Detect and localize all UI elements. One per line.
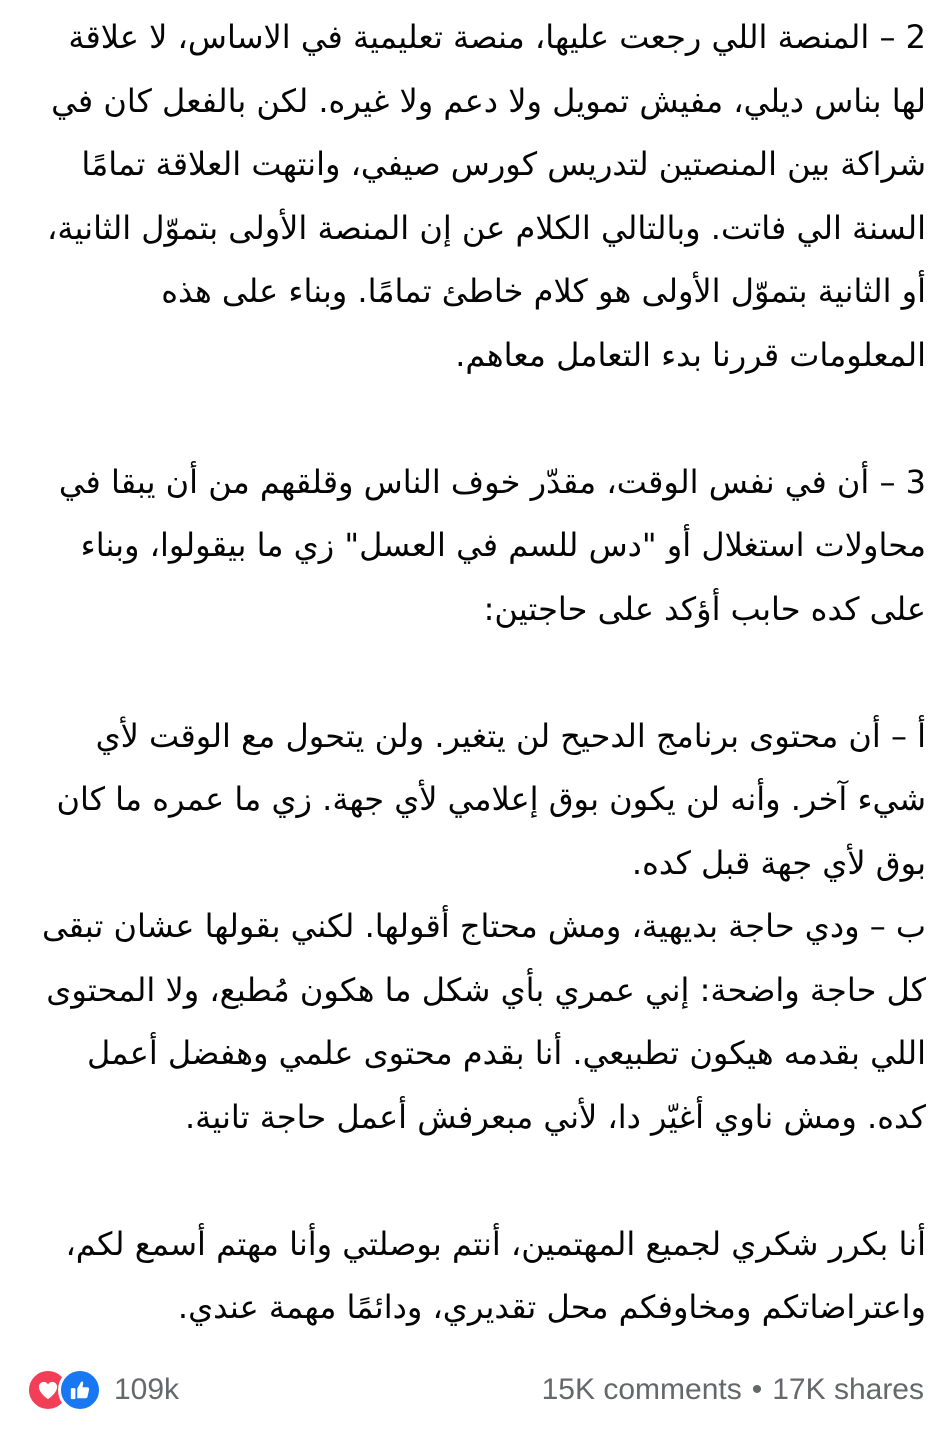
stats-separator: •: [751, 1373, 763, 1406]
paragraph-gap: [28, 641, 926, 705]
engagement-stats: [542, 1373, 924, 1407]
paragraph-gap: [28, 387, 926, 451]
reaction-icons: [26, 1368, 102, 1412]
post-footer: [26, 1362, 924, 1418]
comments-count[interactable]: 15K comments: [541, 1373, 742, 1406]
paragraph-gap: [28, 1149, 926, 1213]
post-paragraph-closing: أنا بكرر شكري لجميع المهتمين، أنتم بوصلتي وأنا مهتم أسمع لكم، واعتراضاتكم ومخاوفكم محل تقديري، ودائمًا مهمة عندي.: [65, 1224, 926, 1326]
like-icon: [58, 1368, 102, 1412]
reaction-count: 109k: [114, 1373, 180, 1406]
post-paragraph-3: 3 – أن في نفس الوقت، مقدّر خوف الناس وقلقهم من أن يبقا في محاولات استغلال أو "دس للسم في العسل" زي ما بيقولوا، وبناء على كده حابب أؤكد على حاجتين:: [58, 462, 926, 628]
reactions-summary[interactable]: [26, 1368, 179, 1412]
post-paragraph-points: أ – أن محتوى برنامج الدحيح لن يتغير. ولن يتحول مع الوقت لأي شيء آخر. وأنه لن يكون بوق إعلامي لأي جهة. زي ما عمره ما كان بوق لأي جهة قبل كده. ب – ودي حاجة بديهية، ومش محتاج أقولها. لكني بقولها عشان تبقى كل حاجة واضحة: إني عمري بأي شكل ما هكون مُطبع، ولا المحتوى اللي بقدمه هيكون تطبيعي. أنا بقدم محتوى علمي وهفضل أعمل كده. ومش ناوي أغيّر دا، لأني مبعرفش أعمل حاجة تانية.: [41, 716, 926, 1136]
post-paragraph-2: 2 – المنصة اللي رجعت عليها، منصة تعليمية في الاساس، لا علاقة لها بناس ديلي، مفيش تمويل ولا دعم ولا غيره. لكن بالفعل كان في شراكة بين المنصتين لتدريس كورس صيفي، وانتهت العلاقة تمامًا السنة الي فاتت. وبالتالي الكلام عن إن المنصة الأولى بتموّل الثانية، أو الثانية بتموّل الأولى هو كلام خاطئ تمامًا. وبناء على هذه المعلومات قررنا بدء التعامل معاهم.: [47, 18, 926, 374]
shares-count[interactable]: 17K shares: [772, 1373, 924, 1406]
post-body: [28, 6, 926, 1340]
